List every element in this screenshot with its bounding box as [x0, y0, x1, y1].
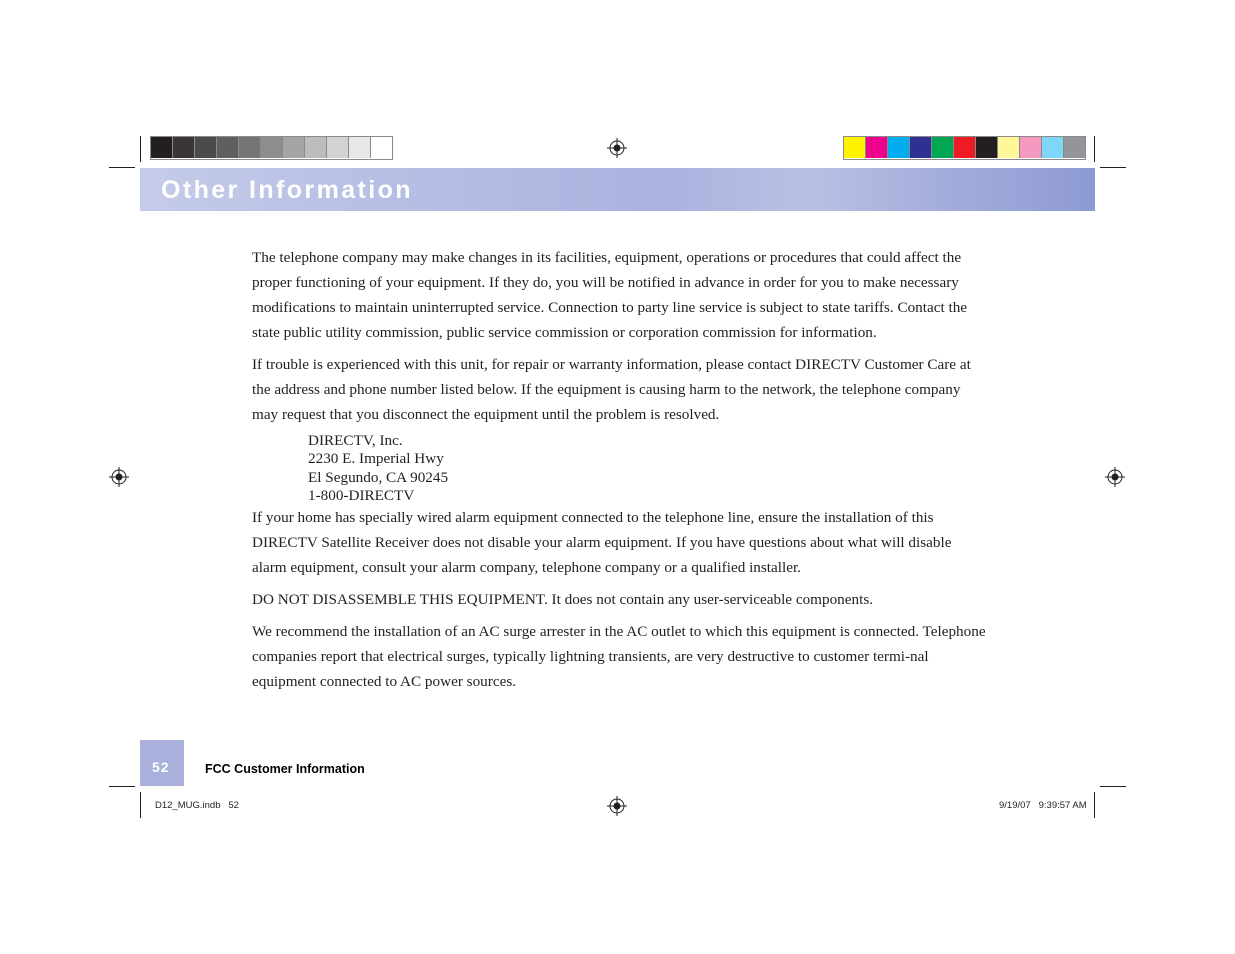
- color-swatch: [866, 137, 888, 158]
- crop-mark: [109, 786, 135, 787]
- header-banner: [140, 168, 1095, 211]
- page-title: Other Information: [161, 176, 413, 204]
- registration-mark-icon: [1105, 467, 1125, 487]
- color-swatch: [844, 137, 866, 158]
- crop-mark: [109, 167, 135, 168]
- color-swatch: [998, 137, 1020, 158]
- color-swatch: [195, 137, 217, 158]
- paragraph: DO NOT DISASSEMBLE THIS EQUIPMENT. It does not contain any user-serviceable components.: [252, 591, 874, 609]
- color-swatch: [1020, 137, 1042, 158]
- address-line: 2230 E. Imperial Hwy: [308, 450, 444, 468]
- paragraph: If your home has specially wired alarm equipment connected to the telephone line, ensure the installation of this DIRECTV Satellite Receiver does not disable your alarm equipment. If you have questions about what will disable alarm equipment, consult your alarm company, telephone company or a qualified installer.: [252, 509, 952, 577]
- color-swatch: [283, 137, 305, 158]
- color-swatch: [932, 137, 954, 158]
- slug-date: 9/19/07 9:39:57 AM: [999, 800, 1087, 811]
- color-swatch: [1064, 137, 1085, 158]
- color-swatch: [371, 137, 392, 158]
- color-swatch: [173, 137, 195, 158]
- body-content: [252, 245, 987, 701]
- page-number: 52: [152, 759, 170, 775]
- address-line: El Segundo, CA 90245: [308, 468, 449, 486]
- color-swatch: [910, 137, 932, 158]
- color-swatch: [888, 137, 910, 158]
- color-swatch: [305, 137, 327, 158]
- slug-file: D12_MUG.indb 52: [155, 800, 239, 811]
- color-swatch: [976, 137, 998, 158]
- crop-mark: [1094, 136, 1095, 162]
- crop-mark: [140, 136, 141, 162]
- color-swatch: [1042, 137, 1064, 158]
- color-swatch: [327, 137, 349, 158]
- address-block: [308, 432, 987, 505]
- address-line: DIRECTV, Inc.: [308, 432, 403, 449]
- color-swatch: [954, 137, 976, 158]
- color-swatch: [151, 137, 173, 158]
- color-swatch: [349, 137, 371, 158]
- registration-mark-icon: [607, 138, 627, 158]
- section-label: FCC Customer Information: [205, 762, 365, 776]
- grayscale-color-bar: [150, 136, 393, 160]
- color-swatch: [217, 137, 239, 158]
- crop-mark: [140, 792, 141, 818]
- registration-mark-icon: [607, 796, 627, 816]
- paragraph: The telephone company may make changes in its facilities, equipment, operations or procedures that could affect the proper functioning of your equipment. If they do, you will be notified in advance in order for you to make necessary modifications to maintain uninterrupted service. Connection to party line service is subject to state tariffs. Contact the state public utility commission, public service commission or corporation commission for information.: [252, 249, 968, 341]
- crop-mark: [1100, 786, 1126, 787]
- crop-mark: [1094, 792, 1095, 818]
- paragraph: If trouble is experienced with this unit, for repair or warranty information, please contact DIRECTV Customer Care at the address and phone number listed below. If the equipment is causing harm to the network, the telephone company may request that you disconnect the equipment until the problem is resolved.: [252, 356, 971, 423]
- paragraph: We recommend the installation of an AC surge arrester in the AC outlet to which this equipment is connected. Telephone companies report that electrical surges, typically lightning transients, are very destructive to customer termi-nal equipment connected to AC power sources.: [252, 623, 986, 691]
- registration-mark-icon: [109, 467, 129, 487]
- color-swatch: [261, 137, 283, 158]
- page-number-box: [140, 740, 184, 786]
- crop-mark: [1100, 167, 1126, 168]
- address-line: 1-800-DIRECTV: [308, 486, 415, 504]
- color-swatch: [239, 137, 261, 158]
- process-color-bar: [843, 136, 1086, 160]
